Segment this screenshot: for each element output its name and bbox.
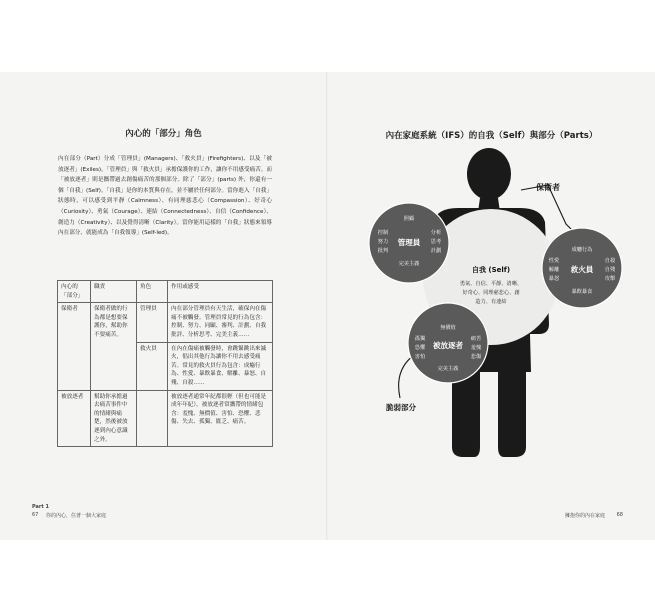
exile-left-item: 害怕: [414, 354, 426, 360]
table-cell: 救火員: [137, 342, 168, 390]
manager-bottom: 完美主義: [398, 261, 420, 267]
table-cell: [137, 390, 168, 447]
manager-center: 管理員: [397, 238, 421, 247]
section-title: 內心的「部分」角色: [125, 129, 202, 139]
self-quality-line: 勇氣、自信、平靜、清晰、: [459, 281, 523, 287]
exile-left-item: 孤獨: [414, 336, 426, 342]
book-spread: [0, 72, 655, 540]
firefighter-left-item: 解離: [548, 267, 560, 273]
manager-right-item: 計劃: [430, 248, 442, 254]
firefighter-left-item: 性愛: [548, 258, 560, 264]
manager-left-item: 控制: [377, 230, 389, 236]
manager-circle: [369, 203, 449, 283]
table-header-row: [58, 281, 273, 303]
manager-left-item: 批判: [377, 248, 389, 254]
firefighter-right-item: 攻擊: [604, 276, 616, 282]
table-cell: 保衛者: [58, 303, 91, 390]
manager-top: 照顧: [403, 216, 415, 222]
firefighter-circle: [542, 228, 622, 308]
firefighter-left-item: 暴怒: [548, 276, 560, 282]
table-cell: 保衛者做的行為都是想要保護你，幫助你不要痛苦。: [91, 303, 137, 390]
manager-left-item: 努力: [377, 239, 389, 245]
self-title: 自我 (Self): [471, 266, 511, 274]
table-header: 職責: [91, 281, 137, 303]
footer-running-title: 你的內心，住著一個大家庭: [46, 513, 107, 519]
exile-right-item: 悲傷: [470, 354, 482, 360]
table-cell: 管理員: [137, 303, 168, 342]
exile-right-item: 羞愧: [470, 345, 482, 351]
table-header: 內心的「部分」: [58, 281, 91, 303]
table-header: 作用或感受: [168, 281, 273, 303]
label-vulnerable: 脆弱部分: [386, 403, 416, 412]
diagram-title: 內在家庭系統（IFS）的自我（Self）與部分（Parts）: [385, 131, 598, 141]
footer-running-title: 擁抱你的內在家庭: [564, 513, 605, 519]
table-row: [58, 303, 273, 342]
exile-circle: [408, 303, 488, 383]
firefighter-bottom: 暴飲暴食: [571, 289, 593, 295]
body-paragraph: 內在部分（Part）分成「管理員」(Managers)、「救火員」(Firefighters)、以及「被放逐者」(Exiles)。「管理員」與「救火員」承擔保護你的工作，讓你不用感受痛苦。而「被放逐者」則是攜帶過去創傷痛苦的那個部分。除了「部分」(parts) 外，你還有一個「自我」(Self)。「自我」是你的本質與存在，並不屬於任何部分。當你進入「自我」狀態時，可以感受到平靜（Calmness）、有同理慈悲心（Compassion）、好奇心（Curiosity）、勇氣（Courage）、連結（Connectedness）、自信（Confidence）、創造力（Creativity）、以及覺得清晰（Clarity）。當你能用這樣的「自我」狀態來領導內在部分，就能成為「自我領導」(Self-led)。: [58, 156, 272, 237]
page-number: 68: [616, 512, 623, 518]
self-quality-line: 好奇心、同理慈悲心、創: [462, 290, 520, 296]
exile-center: 被放逐者: [433, 341, 463, 350]
exile-top: 無價值: [440, 325, 456, 331]
left-page: [0, 72, 327, 540]
self-quality-line: 造力、有連結: [475, 299, 507, 305]
table-cell: 被放逐者: [58, 390, 91, 447]
footer-part: Part 1: [32, 504, 49, 510]
table-cell: 在內在傷痛被觸發時，會跳緊跳出來滅火，倡出其他行為讓你不用去感受痛苦。常見的救火員行為包含：成癮行為、性愛、暴飲暴食、解離、暴怒、自殘、自殺……: [168, 342, 273, 390]
firefighter-right-item: 自殺: [604, 258, 616, 264]
table-header: 角色: [137, 281, 168, 303]
table-cell: 內在部分管理員有天生活，確保內在傷痛不被觸發。管理員常見的行為包含：控制、努力、同顧、審判、計劃、自我批評、分析思考、完美主義……: [168, 303, 273, 342]
ifs-diagram: [328, 72, 655, 540]
table-cell: 被放逐者通常年紀都很輕（但也可能是成年年紀），被放逐者常攜帶的情緒包含：羞愧、無價值、害怕、恐懼、悲傷、失去、孤獨、匱乏、痛苦。: [168, 390, 273, 447]
vulnerable-leader-line: [399, 355, 414, 398]
exile-bottom: 完美主義: [437, 366, 459, 372]
label-protector: 保衛者: [536, 183, 560, 192]
table-cell: 幫助你承擔過去痛苦事件中的情緒與痛楚，然後被放逐到內心意識之外。: [91, 390, 137, 447]
exile-right-item: 痛苦: [470, 336, 482, 342]
table-row: [58, 390, 273, 447]
right-page: [328, 72, 655, 540]
manager-right-item: 思考: [430, 239, 442, 245]
firefighter-right-item: 自殘: [604, 267, 616, 273]
roles-table: [57, 280, 273, 447]
firefighter-top: 成癮行為: [571, 247, 593, 253]
firefighter-center: 救火員: [570, 265, 594, 274]
page-number: 67: [32, 512, 39, 518]
manager-right-item: 分析: [430, 230, 442, 236]
exile-left-item: 恐懼: [414, 345, 426, 351]
